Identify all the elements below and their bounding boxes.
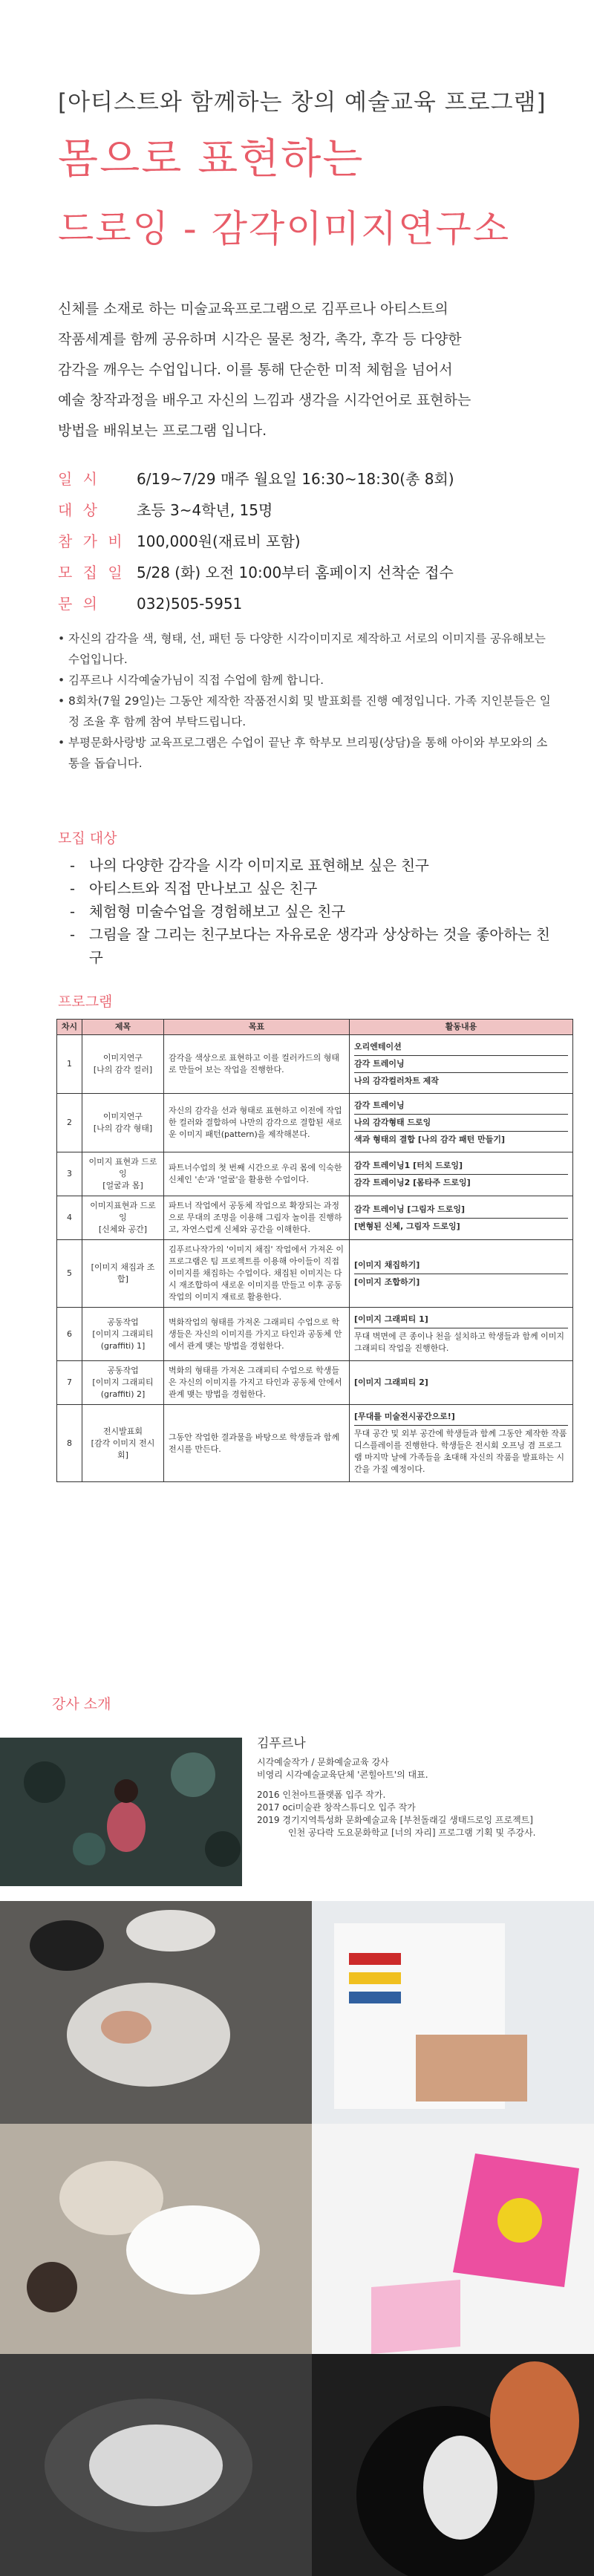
note-item: • 자신의 감각을 색, 형태, 선, 패턴 등 다양한 시각이미지로 제작하고 서로의 이미지를 공유해보는 수업입니다. (58, 628, 557, 670)
teacher-info (257, 1738, 584, 1839)
table-row (57, 1361, 573, 1405)
table-header-row (57, 1020, 573, 1035)
info-row-target (58, 495, 557, 526)
program-heading: 프로그램 (58, 994, 113, 1010)
intro-line: 방법을 배워보는 프로그램 입니다. (58, 423, 267, 439)
teacher-history-item: 인천 공다락 도요문화학교 [너의 자리] 프로그램 기획 및 주강사. (288, 1827, 536, 1838)
column-header: 활동내용 (350, 1020, 573, 1035)
info-row-contact (58, 588, 557, 619)
target-item: - 아티스트와 직접 만나보고 싶은 친구 (70, 877, 557, 900)
table-row (57, 1240, 573, 1308)
session-title: 공동작업 [이미지 그래피티 (graffiti) 2] (82, 1361, 164, 1405)
activity-item: [무대를 미술전시공간으로!] (354, 1409, 568, 1426)
teacher-photo (0, 1738, 242, 1886)
teacher-name: 김푸르나 (257, 1736, 306, 1751)
session-number: 1 (57, 1035, 82, 1094)
info-list (58, 463, 557, 619)
column-header: 제목 (82, 1020, 164, 1035)
session-activities (350, 1361, 573, 1405)
session-title: 이미지연구 [나의 감각 컬러] (82, 1035, 164, 1094)
info-value: 032)505-5951 (137, 595, 243, 613)
page-title-line2: 드로잉 - 감각이미지연구소 (58, 207, 511, 250)
class-photo-gallery (0, 1901, 594, 2576)
target-item: - 그림을 잘 그리는 친구보다는 자유로운 생각과 상상하는 것을 좋아하는 친구 (70, 923, 557, 969)
session-activities (350, 1308, 573, 1361)
session-number: 2 (57, 1094, 82, 1152)
session-number: 6 (57, 1308, 82, 1361)
info-key: 모 집 일 (58, 564, 125, 581)
targets-list (70, 854, 557, 969)
session-goal: 파트너수업의 첫 번째 시간으로 우리 몸에 익숙한 신체인 '손'과 '얼굴'을 활용한 수업이다. (164, 1152, 350, 1196)
session-title: 이미지연구 [나의 감각 형태] (82, 1094, 164, 1152)
session-number: 7 (57, 1361, 82, 1405)
column-header: 목표 (164, 1020, 350, 1035)
session-goal: 벽화의 형태를 가져온 그래피티 수업으로 학생들은 자신의 이미지를 가지고 타인과 공동체 안에서 관계 맺는 방법을 경험한다. (164, 1361, 350, 1405)
intro-line: 작품세계를 함께 공유하며 시각은 물론 청각, 촉각, 후각 등 다양한 (58, 331, 462, 348)
session-title: 공동작업 [이미지 그래피티 (graffiti) 1] (82, 1308, 164, 1361)
session-activities (350, 1152, 573, 1196)
activity-item: [변형된 신체, 그림자 드로잉] (354, 1221, 460, 1231)
session-goal: 자신의 감각을 선과 형태로 표현하고 이전에 작업한 컬러와 결합하여 나만의 감각으로 결합된 새로운 이미지 패턴(pattern)을 제작해본다. (164, 1094, 350, 1152)
activity-item: 감각 트레이닝 (354, 1056, 568, 1073)
target-item: - 체험형 미술수업을 경험해보고 싶은 친구 (70, 900, 557, 923)
activity-item: 감각 트레이닝 [그림자 드로잉] (354, 1201, 568, 1219)
intro-line: 감각을 깨우는 수업입니다. 이를 통해 단순한 미적 체험을 넘어서 (58, 362, 453, 378)
info-value: 초등 3~4학년, 15명 (137, 501, 273, 519)
session-activities (350, 1035, 573, 1094)
session-number: 5 (57, 1240, 82, 1308)
info-row-recruit (58, 557, 557, 588)
activity-item: 색과 형태의 결합 [나의 감각 패턴 만들기] (354, 1135, 506, 1144)
activity-item: 무대 공간 및 외부 공간에 학생들과 함께 그동안 제작한 작품 디스플레이를 진행한다. 학생들은 전시회 오프닝 겸 프로그램 마지막 날에 가족들을 초대해 자신의 작품을 발표하는 시간을 가질 예정이다. (354, 1429, 567, 1474)
info-row-date (58, 463, 557, 495)
session-number: 3 (57, 1152, 82, 1196)
session-title: 이미지표현과 드로잉 [신체와 공간] (82, 1196, 164, 1240)
intro-line: 예술 창작과정을 배우고 자신의 느낌과 생각을 시각언어로 표현하는 (58, 392, 471, 408)
info-key: 일 시 (58, 470, 100, 488)
session-goal: 감각을 색상으로 표현하고 이를 컬러카드의 형태로 만들어 보는 작업을 진행한다. (164, 1035, 350, 1094)
session-goal: 그동안 작업한 결과물을 바탕으로 학생들과 함께 전시를 만든다. (164, 1405, 350, 1482)
session-title: 전시발표회 [감각 이미지 전시회] (82, 1405, 164, 1482)
session-number: 4 (57, 1196, 82, 1240)
session-goal: 김푸르나작가의 '이미지 채집' 작업에서 가져온 이 프로그램은 팀 프로젝트를 이용해 아이들이 직접 이미지를 채집하는 수업이다. 채집된 이미지는 다시 재조합하여 새로운 이미지를 만들고 이후 공동작업의 이미지 재료로 활용한다. (164, 1240, 350, 1308)
activity-item: [이미지 그래피티 2] (354, 1377, 428, 1387)
teacher-history-item: 2019 경기지역특성화 문화예술교육 [부천돌래길 생태드로잉 프로젝트] (257, 1815, 533, 1825)
note-item: • 김푸르나 시각예술가님이 직접 수업에 함께 합니다. (58, 670, 557, 691)
note-item: • 8회차(7월 29일)는 그동안 제작한 작품전시회 및 발표회를 진행 예정입니다. 가족 지인분들은 일정 조율 후 함께 참여 부탁드립니다. (58, 691, 557, 732)
session-activities (350, 1405, 573, 1482)
info-value: 100,000원(재료비 포함) (137, 532, 301, 550)
activity-item: 오리엔테이션 (354, 1039, 568, 1056)
info-key: 문 의 (58, 595, 100, 613)
table-row (57, 1196, 573, 1240)
activity-item: 감각 트레이닝1 [터치 드로잉] (354, 1158, 568, 1175)
activity-item: 나의 감각컬러차트 제작 (354, 1076, 439, 1086)
session-activities (350, 1094, 573, 1152)
targets-heading: 모집 대상 (58, 830, 117, 847)
activity-item: 감각 트레이닝 (354, 1098, 568, 1115)
teacher-history-item: 2017 oci미술관 창작스튜디오 입주 작가 (257, 1802, 416, 1813)
activity-item: 감각 트레이닝2 [몸타주 드로잉] (354, 1177, 471, 1187)
teacher-role: 비영리 시각예술교육단체 '콘힐아트'의 대표. (257, 1770, 428, 1780)
note-item: • 부평문화사랑방 교육프로그램은 수업이 끝난 후 학부모 브리핑(상담)을 통해 아이와 부모와의 소통을 돕습니다. (58, 732, 557, 774)
info-value: 5/28 (화) 오전 10:00부터 홈페이지 선착순 접수 (137, 564, 454, 581)
intro-line: 신체를 소재로 하는 미술교육프로그램으로 김푸르나 아티스트의 (58, 301, 448, 317)
table-row (57, 1308, 573, 1361)
intro-text (58, 294, 557, 446)
activity-item: [이미지 그래피티 1] (354, 1311, 568, 1328)
activity-item: [이미지 조합하기] (354, 1276, 420, 1287)
info-row-fee (58, 526, 557, 557)
table-row (57, 1035, 573, 1094)
session-goal: 파트너 작업에서 공동체 작업으로 확장되는 과정으로 무대의 조명을 이용해 그림자 놀이를 진행하고, 자연스럽게 신체와 공간을 이해한다. (164, 1196, 350, 1240)
activity-item: [이미지 채집하기] (354, 1257, 568, 1274)
info-key: 대 상 (58, 501, 100, 519)
program-table-body (57, 1035, 573, 1482)
session-title: 이미지 표현과 드로잉 [얼굴과 몸] (82, 1152, 164, 1196)
program-table (56, 1019, 573, 1482)
table-row (57, 1152, 573, 1196)
info-key: 참 가 비 (58, 532, 125, 550)
program-subtitle: [아티스트와 함께하는 창의 예술교육 프로그램] (58, 89, 546, 116)
info-value: 6/19~7/29 매주 월요일 16:30~18:30(총 8회) (137, 470, 454, 488)
teacher-history-item: 2016 인천아트플랫폼 입주 작가. (257, 1790, 386, 1800)
activity-item: 무대 벽면에 큰 종이나 천을 설치하고 학생들과 함께 이미지 그래피티 작업을 진행한다. (354, 1331, 564, 1353)
session-title: [이미지 채집과 조합] (82, 1240, 164, 1308)
teacher-role: 시각예술작가 / 문화예술교육 강사 (257, 1757, 389, 1767)
teacher-heading: 강사 소개 (52, 1696, 111, 1712)
notes-list (58, 628, 557, 774)
session-number: 8 (57, 1405, 82, 1482)
table-row (57, 1405, 573, 1482)
activity-item: 나의 감각형태 드로잉 (354, 1115, 568, 1132)
column-header: 차시 (57, 1020, 82, 1035)
session-goal: 벽화작업의 형태를 가져온 그래피티 수업으로 학생들은 자신의 이미지를 가지고 타인과 공동체 안에서 관계 맺는 방법을 경험한다. (164, 1308, 350, 1361)
session-activities (350, 1196, 573, 1240)
page-title-line1: 몸으로 표현하는 (58, 135, 365, 183)
target-item: - 나의 다양한 감각을 시각 이미지로 표현해보 싶은 친구 (70, 854, 557, 877)
table-row (57, 1094, 573, 1152)
session-activities (350, 1240, 573, 1308)
